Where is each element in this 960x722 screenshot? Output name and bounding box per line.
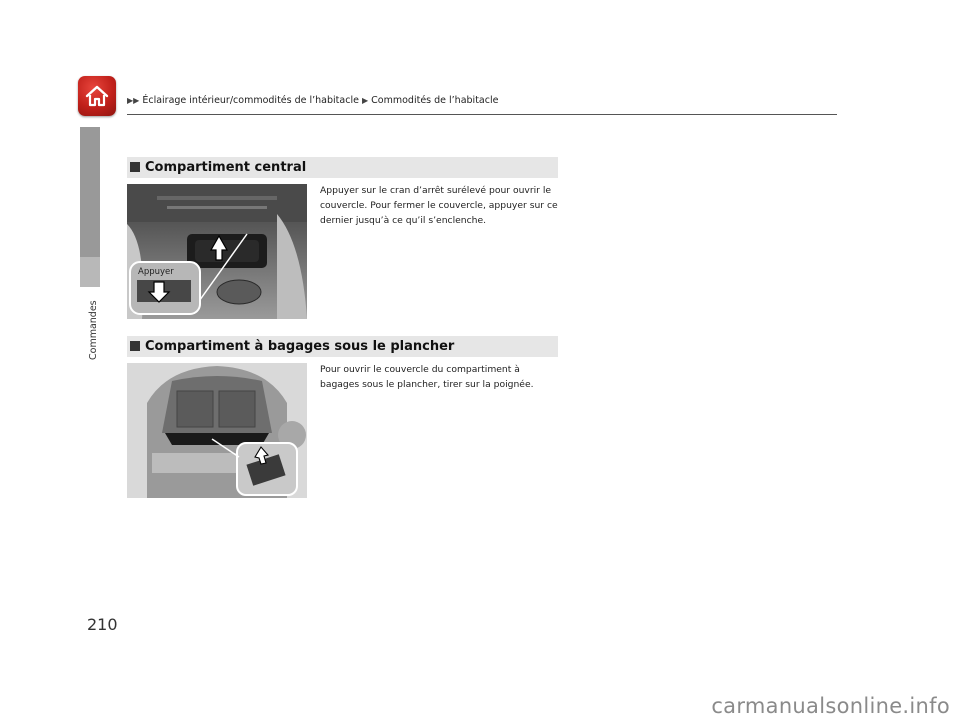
- section-bullet-icon: [130, 341, 140, 351]
- header-divider: [127, 114, 837, 115]
- underfloor-storage-photo: [127, 363, 307, 498]
- chapter-label: Commandes: [88, 300, 99, 360]
- home-button[interactable]: [78, 76, 116, 116]
- breadcrumb-current[interactable]: Commodités de l’habitacle: [371, 95, 499, 106]
- underfloor-storage-text: Pour ouvrir le couvercle du compartiment à bagages sous le plancher, tirer sur la poignée.: [320, 364, 534, 390]
- breadcrumb-arrow-icon: ▶: [361, 96, 369, 105]
- section-bullet-icon: [130, 162, 140, 172]
- breadcrumb-arrow-icon: ▶▶: [127, 96, 140, 105]
- section-heading-underfloor-storage: [127, 336, 558, 357]
- central-compartment-text: Appuyer sur le cran d’arrêt surélevé pour ouvrir le couvercle. Pour fermer le couvercle, appuyer sur ce dernier jusqu’à ce qu’il s’enclenche.: [320, 185, 558, 226]
- press-callout-label: Appuyer: [138, 267, 174, 277]
- section-title: Compartiment à bagages sous le plancher: [145, 339, 455, 354]
- section-title: Compartiment central: [145, 160, 307, 175]
- breadcrumb-link-lighting[interactable]: Éclairage intérieur/commodités de l’habitacle: [142, 95, 359, 106]
- section-heading-central-console: [127, 157, 558, 178]
- chapter-tab[interactable]: [80, 127, 100, 257]
- breadcrumb: [127, 95, 498, 106]
- chapter-tab-indicator: [80, 257, 100, 287]
- home-icon: [84, 83, 110, 109]
- page-number: 210: [87, 615, 118, 634]
- central-compartment-photo: [127, 184, 307, 319]
- site-watermark: carmanualsonline.info: [711, 694, 950, 718]
